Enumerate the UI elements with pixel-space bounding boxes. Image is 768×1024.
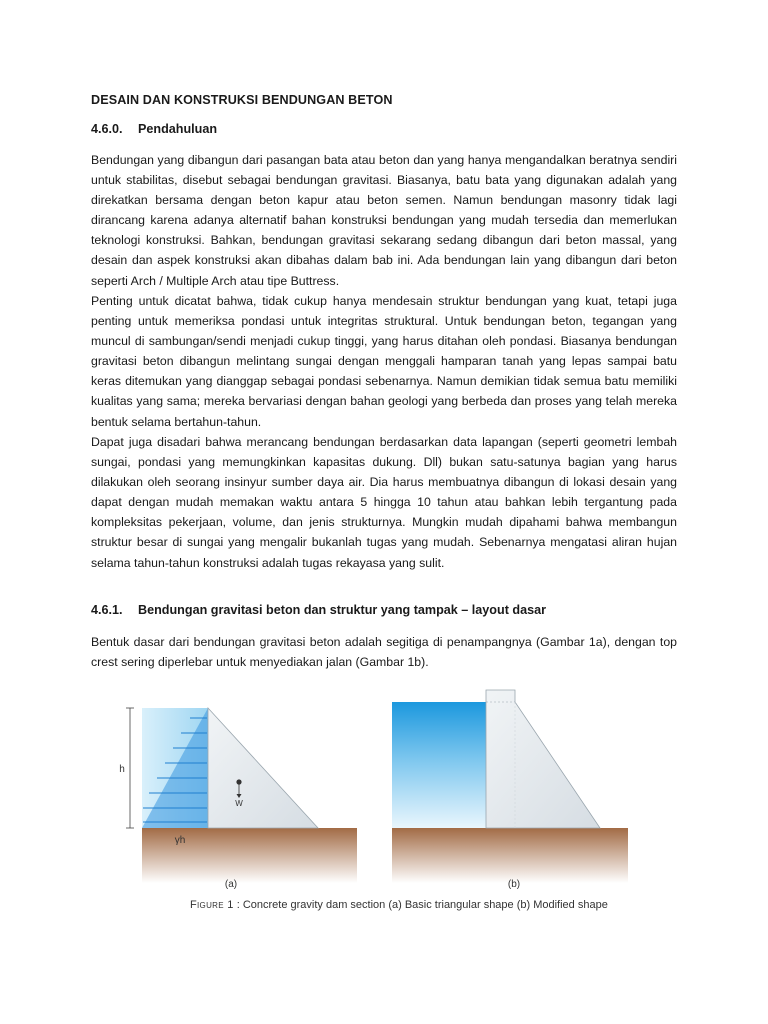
panel-b-label: (b) — [507, 879, 521, 890]
section-title: Pendahuluan — [138, 122, 218, 136]
paragraph: Bentuk dasar dari bendungan gravitasi beton adalah segitiga di penampangnya (Gambar 1a), dengan top crest sering diperlebar untuk menyediakan jalan (Gambar 1b). — [91, 635, 677, 670]
panel-b — [392, 690, 628, 883]
dam-diagram — [0, 680, 768, 920]
panel-a — [126, 708, 357, 883]
section-heading-pendahuluan — [91, 122, 217, 136]
paragraph: Penting untuk dicatat bahwa, tidak cukup hanya mendesain struktur bendungan yang kuat, tetapi juga penting untuk memeriksa pondasi untuk integritas struktural. Untuk bendungan beton, tegangan yang muncul di sambungan/sendi menjadi cukup tinggi, yang harus ditahan oleh pondasi. Biasanya bendungan gravitasi beton dibangun melintang sungai dengan menggali hamparan tanah yang lepas sampai batu keras ditemukan yang dianggap sebagai pondasi sebenarnya. Namun demikian tidak semua batu memiliki kualitas yang sama; mereka bervariasi dengan bahan geologi yang berbeda dan proses yang telah mereka bentuk selama bertahun-tahun. — [91, 294, 677, 429]
weight-label: W — [235, 799, 243, 808]
figure-caption-text: : Concrete gravity dam section (a) Basic triangular shape (b) Modified shape — [236, 899, 608, 911]
document-title: DESAIN DAN KONSTRUKSI BENDUNGAN BETON — [91, 93, 393, 107]
figure-caption — [190, 899, 608, 911]
section-heading-layout-dasar — [91, 603, 546, 617]
water-b — [392, 702, 486, 828]
dam-a — [208, 708, 318, 828]
paragraph: Dapat juga disadari bahwa merancang bendungan berdasarkan data lapangan (seperti geometri lembah sungai, pondasi yang memungkinkan kapasitas dukung. Dll) bukan satu-satunya bagian yang harus dilakukan oleh seorang insinyur sumber daya air. Dia harus membuatnya dibangun di lokasi desain yang dapat dengan mudah memakan waktu antara 5 hingga 10 tahun atau bahkan lebih tergantung pada kompleksitas pekerjaan, volume, dan jenis strukturnya. Mungkin mudah dipahami bahwa membangun struktur besar di sungai yang mengalir bukanlah tugas yang mudah. Sebenarnya mengatasi aliran hujan selama tahun-tahun konstruksi adalah tugas rekayasa yang sulit. — [91, 435, 677, 570]
panel-a-label: (a) — [224, 879, 238, 890]
section-number: 4.6.0. — [91, 122, 123, 136]
figure-dam-sections — [0, 680, 768, 920]
section-title: Bendungan gravitasi beton dan struktur yang tampak – layout dasar — [138, 603, 546, 617]
height-label: h — [119, 764, 125, 775]
section-number: 4.6.1. — [91, 603, 123, 617]
pressure-label: γh — [174, 835, 186, 846]
dam-b — [486, 690, 600, 828]
figure-caption-word: Figure 1 — [190, 899, 234, 911]
ground-b — [392, 828, 628, 883]
paragraph: Bendungan yang dibangun dari pasangan bata atau beton dan yang hanya mengandalkan beratnya sendiri untuk stabilitas, disebut sebagai bendungan gravitasi. Biasanya, batu bata yang digunakan adalah yang direkatkan bersama dengan beton kapur atau beton semen. Namun bendungan masonry tidak lagi dirancang karena adanya alternatif bahan konstruksi bendungan yang mudah tersedia dan memerlukan teknologi konstruksi. Bahkan, bendungan gravitasi sekarang sedang dibangun dari beton massal, yang desain dan aspek konstruksi akan dibahas dalam bab ini. Ada bendungan lain yang dibangun dari beton seperti Arch / Multiple Arch atau tipe Buttress. — [91, 153, 677, 288]
centroid-point — [236, 779, 241, 784]
